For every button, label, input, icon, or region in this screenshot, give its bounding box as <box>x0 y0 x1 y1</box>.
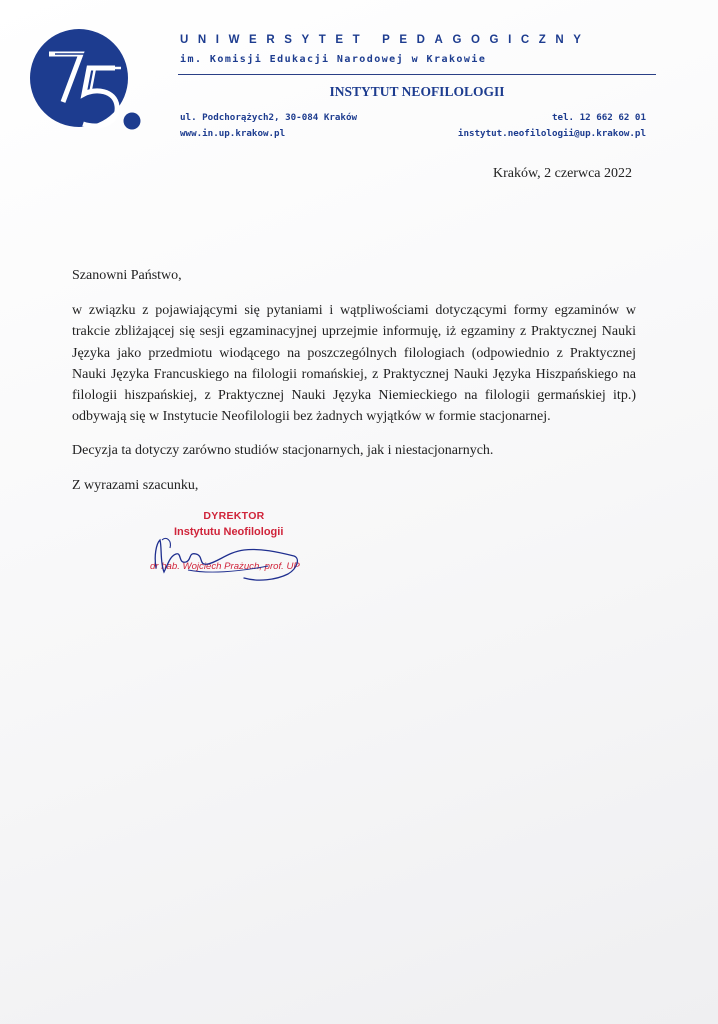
university-name: UNIWERSYTET PEDAGOGICZNY <box>180 34 591 46</box>
contact-right <box>458 110 646 142</box>
salutation: Szanowni Państwo, <box>72 268 182 283</box>
stamp-name: dr hab. Wojciech Prażuch, prof. UP <box>150 561 300 572</box>
letter-body <box>72 265 636 509</box>
anniversary-75-logo <box>29 28 145 140</box>
handwritten-signature <box>148 526 308 586</box>
email-link[interactable]: instytut.neofilologii@up.krakow.pl <box>457 128 646 139</box>
address: ul. Podchorążych2, 30-084 Kraków <box>180 112 358 123</box>
phone: tel. 12 662 62 01 <box>551 112 646 123</box>
closing: Z wyrazami szacunku, <box>72 477 199 493</box>
university-subtitle: im. Komisji Edukacji Narodowej w Krakowie <box>180 54 487 65</box>
institute-name: INSTYTUT NEOFILOLOGII <box>329 84 505 99</box>
paragraph-decision: Decyzja ta dotyczy zarówno studiów stacjonarnych, jak i niestacjonarnych. <box>72 443 494 459</box>
header-divider <box>178 74 656 75</box>
website-link[interactable]: www.in.up.krakow.pl <box>180 128 286 139</box>
stamp-title: DYREKTOR <box>203 510 265 522</box>
contact-left <box>180 110 357 142</box>
paragraph-main: w związku z pojawiającymi się pytaniami i wątpliwościami dotyczącymi formy egzaminów w trakcie zbliżającej się sesji egzaminacyjnej uprzejmie informuję, iż egzaminy z Praktycznej Nauki Języka jako przedmiotu wiodącego na poszczególnych filologiach (odpowiednio z Praktycznej Nauki Języka Francuskiego na filologii romańskiej, z Praktycznej Nauki Języka Hiszpańskiego na filologii hiszpańskiej, z Praktycznej Nauki Języka Niemieckiego na filologii germańskiej itp.) odbywają się w Instytucie Neofilologii bez żadnych wyjątków w formie stacjonarnej. <box>72 303 636 425</box>
stamp-institute: Instytutu Neofilologii <box>174 526 284 538</box>
letter-date: Kraków, 2 czerwca 2022 <box>492 166 632 181</box>
